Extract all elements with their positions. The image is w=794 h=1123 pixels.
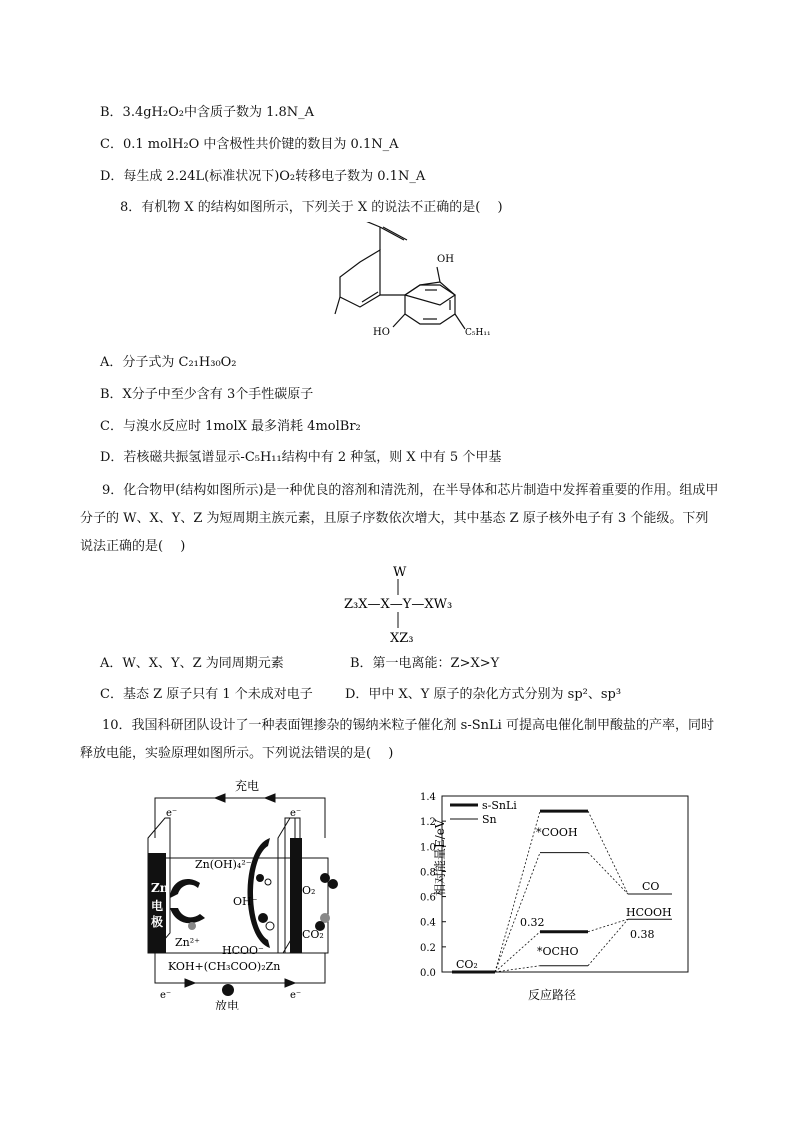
q8-option-c: C．与溴水反应时 1molX 最多消耗 4molBr₂ — [100, 419, 361, 434]
ho-bottom-label: HO — [373, 327, 390, 338]
connector-line — [495, 811, 540, 972]
electron-label: e⁻ — [290, 808, 302, 819]
co2-label: CO₂ — [302, 928, 324, 941]
curved-arrow-icon — [248, 838, 271, 948]
bulb-icon — [222, 984, 234, 996]
level-label-co: CO — [642, 880, 660, 893]
electron-label: e⁻ — [290, 990, 302, 1001]
x-axis-label: 反应路径 — [528, 988, 577, 1002]
discharge-label: 放电 — [215, 999, 240, 1010]
formate-label: HCOO⁻ — [222, 944, 264, 957]
q9-structure-figure — [340, 562, 500, 647]
y-tick-label: 0.2 — [420, 942, 436, 954]
level-label-cooh: *COOH — [536, 826, 578, 839]
q9-option-a: A．W、X、Y、Z 为同周期元素 — [100, 656, 284, 671]
q9-main-chain: Z₃X—X—Y—XW₃ — [344, 597, 453, 612]
o2-label: O₂ — [302, 884, 316, 897]
connector-line — [588, 811, 628, 894]
connector-line — [588, 853, 628, 894]
y-tick-label: 1.2 — [420, 817, 436, 829]
q10-stem: 10．我国科研团队设计了一种表面锂掺杂的锡纳米粒子催化剂 s-SnLi 可提高电催化制甲酸盐的产率，同时释放电能，实验原理如图所示。下列说法错误的是( ) — [80, 718, 714, 761]
level-label-ocho: *OCHO — [537, 945, 579, 958]
curved-arrow-icon — [170, 879, 200, 898]
y-tick-label: 1.4 — [420, 792, 436, 803]
q8-stem: 8．有机物 X 的结构如图所示，下列关于 X 的说法不正确的是( ) — [120, 200, 503, 215]
y-tick-label: 1.0 — [420, 842, 436, 854]
level-label-co2: CO₂ — [456, 958, 478, 971]
charge-label: 充电 — [235, 779, 260, 793]
legend-item-s-snli: s-SnLi — [482, 799, 517, 812]
oh-top-label: OH — [437, 254, 454, 265]
energy-diagram-chart — [400, 782, 700, 1012]
y-tick-label: 0.6 — [420, 892, 436, 904]
battery-device-figure — [140, 778, 340, 1010]
connector-line — [588, 919, 628, 932]
q9-option-b: B．第一电离能：Z>X>Y — [350, 656, 500, 671]
q8-option-b: B．X分子中至少含有 3个手性碳原子 — [100, 387, 314, 402]
zn-ion-label: Zn²⁺ — [175, 936, 200, 949]
electrolyte-label: KOH+(CH₃COO)₂Zn — [168, 960, 281, 973]
connector-line — [495, 932, 540, 972]
connector-line — [588, 919, 628, 966]
electron-label: e⁻ — [160, 990, 172, 1001]
y-tick-label: 0.8 — [420, 867, 436, 879]
q8-option-d: D．若核磁共振氢谱显示-C₅H₁₁结构中有 2 种氢，则 X 中有 5 个甲基 — [100, 450, 502, 465]
zn-electrode-label-3: 极 — [151, 915, 164, 929]
q9-stem: 9．化合物甲(结构如图所示)是一种优良的溶剂和清洗剂，在半导体和芯片制造中发挥着重要的作用。组成甲分子的 W、X、Y、Z 为短周期主族元素，且原子序数依次增大，其中基态 Z 原子核外电子有 3 个能级。下列说法正确的是( ) — [80, 483, 719, 554]
q9-option-d: D．甲中 X、Y 原子的杂化方式分别为 sp²、sp³ — [345, 687, 622, 702]
q9-option-c: C．基态 Z 原子只有 1 个未成对电子 — [100, 687, 313, 702]
annotation-038: 0.38 — [630, 928, 655, 941]
q8-structure-figure — [325, 222, 505, 352]
q7-option-d: D．每生成 2.24L(标准状况下)O₂转移电子数为 0.1N_A — [100, 169, 426, 184]
annotation-032: 0.32 — [520, 916, 545, 929]
level-label-hcooh: HCOOH — [626, 906, 672, 919]
q8-option-a: A．分子式为 C₂₁H₃₀O₂ — [100, 355, 237, 370]
q7-option-b: B．3.4gH₂O₂中含质子数为 1.8N_A — [100, 105, 315, 120]
hydroxide-label: OH⁻ — [233, 895, 258, 908]
y-tick-label: 0.4 — [420, 917, 436, 929]
y-tick-label: 0.0 — [420, 968, 436, 979]
c5h11-label: C₅H₁₁ — [465, 328, 491, 338]
w-top-label: W — [393, 565, 407, 580]
connector-line — [495, 966, 540, 972]
zincate-label: Zn(OH)₄²⁻ — [195, 858, 252, 871]
xz3-bottom-label: XZ₃ — [390, 631, 414, 646]
connector-line — [495, 853, 540, 972]
zn-electrode-label-1: Zn — [151, 881, 169, 895]
q7-option-c: C．0.1 molH₂O 中含极性共价键的数目为 0.1N_A — [100, 137, 399, 152]
electron-label: e⁻ — [166, 808, 178, 819]
y-axis-label: 相对能量E/eV — [433, 819, 447, 896]
zn-electrode-label-2: 电 — [151, 899, 164, 913]
curved-arrow-icon — [170, 908, 205, 923]
legend-item-sn: Sn — [482, 813, 497, 826]
